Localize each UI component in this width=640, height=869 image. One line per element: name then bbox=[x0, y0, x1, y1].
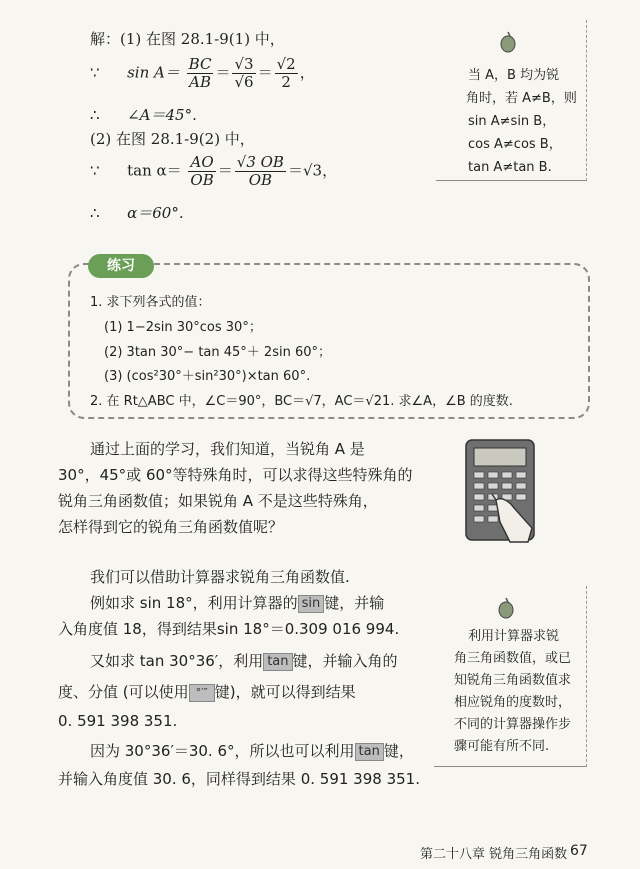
frac-num: √2 bbox=[276, 55, 296, 73]
calculator-illustration bbox=[462, 438, 542, 546]
comma: ， bbox=[299, 63, 315, 82]
para4-text-b: 键，并输入角的 bbox=[292, 652, 398, 670]
tan-key-icon: tan bbox=[355, 743, 384, 761]
frac-den: AB bbox=[189, 73, 211, 91]
para1-line3: 锐角三角函数值；如果锐角 A 不是这些特殊角， bbox=[58, 492, 378, 510]
frac-den: OB bbox=[248, 171, 273, 189]
note-line: 不同的计算器操作步 bbox=[454, 717, 572, 732]
frac-den: 2 bbox=[281, 73, 291, 91]
because-line-2 bbox=[90, 154, 337, 189]
frac-den: √6 bbox=[234, 73, 254, 91]
degree-minute-key-icon: °′″ bbox=[189, 684, 215, 702]
page-number: 67 bbox=[570, 843, 588, 859]
note-line: 当 A，B 均为锐 bbox=[468, 68, 560, 83]
sin-a-lhs: sin A＝ bbox=[127, 63, 180, 82]
therefore-line-2 bbox=[90, 202, 184, 223]
frac-num: BC bbox=[188, 55, 212, 73]
fraction-bc-ab bbox=[187, 56, 214, 91]
side-note-calculator bbox=[454, 626, 580, 758]
exercise-q2: 2. 在 Rt△ABC 中，∠C＝90°，BC＝√7，AC＝√21. 求∠A，∠B 的度数. bbox=[90, 394, 513, 409]
therefore-line-1 bbox=[90, 104, 197, 125]
note-line: 角三角函数值，或已 bbox=[454, 651, 572, 666]
para5-text-b: 键， bbox=[383, 742, 414, 760]
para4-text-d: 键)，就可以得到结果 bbox=[214, 683, 356, 701]
fraction-root3-root6 bbox=[232, 56, 255, 91]
para5-line1 bbox=[90, 740, 414, 761]
frac-den: OB bbox=[190, 171, 214, 189]
para2: 我们可以借助计算器求锐角三角函数值. bbox=[90, 568, 350, 586]
exercise-tag: 练习 bbox=[88, 254, 154, 278]
part-two-intro: (2) 在图 28.1-9(2) 中， bbox=[90, 130, 255, 148]
para3-line1 bbox=[90, 592, 384, 613]
para4-line2 bbox=[58, 681, 356, 702]
tan-key-icon: tan bbox=[263, 653, 292, 671]
equals-sign: ＝ bbox=[215, 63, 231, 82]
note-line: 相应锐角的度数时， bbox=[454, 695, 572, 710]
tan-result: ＝√3， bbox=[287, 161, 338, 180]
para3-line2: 入角度值 18，得到结果sin 18°＝0.309 016 994. bbox=[58, 620, 400, 638]
solution-intro: 解：(1) 在图 28.1-9(1) 中， bbox=[90, 30, 285, 48]
note-line: 角时，若 A≠B，则 bbox=[466, 91, 577, 106]
fraction-ao-ob bbox=[188, 154, 215, 189]
side-note-inequality bbox=[468, 64, 578, 179]
note-line: sin A≠sin B， bbox=[468, 114, 556, 129]
note-line: 骤可能有所不同. bbox=[454, 739, 550, 754]
note-line: 知锐角三角函数值求 bbox=[454, 673, 572, 688]
exercise-q1: 1. 求下列各式的值： bbox=[90, 295, 211, 310]
para1-line1: 通过上面的学习，我们知道，当锐角 A 是 bbox=[90, 440, 365, 458]
angle-a-result: ∠A＝45°. bbox=[127, 106, 197, 124]
fraction-root2-2 bbox=[275, 56, 298, 91]
therefore-symbol: ∴ bbox=[90, 106, 100, 124]
note-line: tan A≠tan B. bbox=[468, 160, 552, 175]
frac-num: √3 bbox=[234, 55, 254, 73]
note-line: 利用计算器求锐 bbox=[468, 629, 560, 644]
exercise-q1b: (2) 3tan 30°− tan 45°＋ 2sin 60°； bbox=[104, 345, 331, 360]
para3-text-a: 例如求 sin 18°，利用计算器的 bbox=[90, 594, 298, 612]
para1-line4: 怎样得到它的锐角三角函数值呢？ bbox=[58, 518, 284, 536]
exercise-q1c: (3) (cos²30°＋sin²30°)×tan 60°. bbox=[104, 369, 311, 384]
para4-line3: 0. 591 398 351. bbox=[58, 712, 178, 730]
para5-line2: 并输入角度值 30. 6，同样得到结果 0. 591 398 351. bbox=[58, 770, 420, 788]
chapter-footer: 第二十八章 锐角三角函数 bbox=[420, 847, 568, 862]
para1-line2: 30°，45°或 60°等特殊角时，可以求得这些特殊角的 bbox=[58, 466, 413, 484]
sin-key-icon: sin bbox=[298, 595, 325, 613]
alpha-result: α＝60°. bbox=[127, 204, 184, 222]
tan-alpha-lhs: tan α＝ bbox=[127, 161, 182, 180]
equals-sign: ＝ bbox=[217, 161, 233, 180]
equals-sign: ＝ bbox=[257, 63, 273, 82]
para5-text-a: 因为 30°36′＝30. 6°，所以也可以利用 bbox=[90, 742, 355, 760]
para4-line1 bbox=[90, 650, 398, 671]
exercise-q1a: (1) 1−2sin 30°cos 30°； bbox=[104, 320, 262, 335]
frac-num: AO bbox=[188, 154, 215, 172]
because-line-1 bbox=[90, 56, 315, 91]
para4-text-c: 度、分值 (可以使用 bbox=[58, 683, 189, 701]
para3-text-b: 键，并输 bbox=[324, 594, 385, 612]
therefore-symbol: ∴ bbox=[90, 204, 100, 222]
frac-num: √3 OB bbox=[236, 153, 284, 171]
fraction-root3ob-ob bbox=[235, 154, 286, 189]
note-line: cos A≠cos B， bbox=[468, 137, 562, 152]
because-symbol: ∵ bbox=[90, 161, 100, 180]
para4-text-a: 又如求 tan 30°36′，利用 bbox=[90, 652, 264, 670]
because-symbol: ∵ bbox=[90, 63, 100, 82]
